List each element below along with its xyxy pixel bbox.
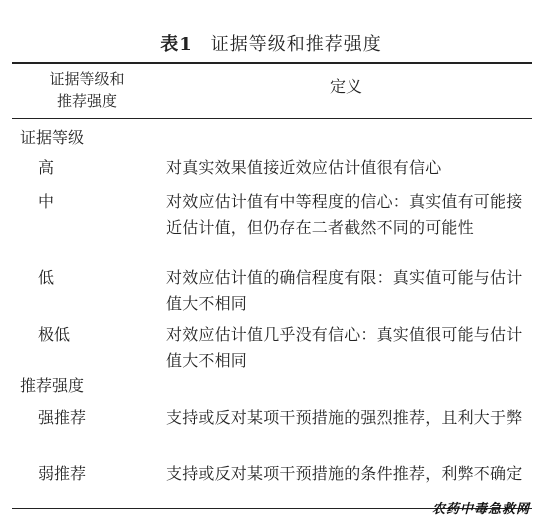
header-col2: 定义	[329, 77, 362, 96]
table-caption: 证据等级和推荐强度	[210, 34, 382, 55]
row-def-very-low: 对效应估计值几乎没有信心：真实值很可能与估计值大不相同	[166, 325, 523, 370]
table-title	[0, 30, 542, 56]
row-def-high: 对真实效果值接近效应估计值很有信心	[166, 158, 442, 177]
row-def-strong: 支持或反对某项干预措施的强烈推荐，且利大于弊	[166, 408, 523, 427]
row-def-weak: 支持或反对某项干预措施的条件推荐，利弊不确定	[166, 464, 523, 483]
row-label-weak: 弱推荐	[38, 464, 87, 483]
table-number: 表1	[160, 34, 193, 55]
row-label-moderate: 中	[38, 192, 55, 211]
header-col1	[12, 68, 162, 112]
top-rule	[12, 62, 532, 64]
header-col1-line1: 证据等级和	[49, 70, 125, 88]
row-label-strong: 强推荐	[38, 408, 87, 427]
header-rule	[12, 118, 532, 119]
row-def-low: 对效应估计值的确信程度有限：真实值可能与估计值大不相同	[166, 268, 523, 313]
row-label-high: 高	[38, 158, 55, 177]
section-evidence-level: 证据等级	[20, 128, 85, 147]
row-def-moderate: 对效应估计值有中等程度的信心：真实值有可能接近估计值，但仍存在二者截然不同的可能性	[166, 192, 523, 237]
row-label-low: 低	[38, 268, 55, 287]
watermark-text: 农药中毒急救网	[432, 502, 531, 517]
header-col1-line2: 推荐强度	[56, 92, 117, 110]
row-label-very-low: 极低	[38, 325, 71, 344]
section-recommendation-strength: 推荐强度	[20, 376, 85, 395]
